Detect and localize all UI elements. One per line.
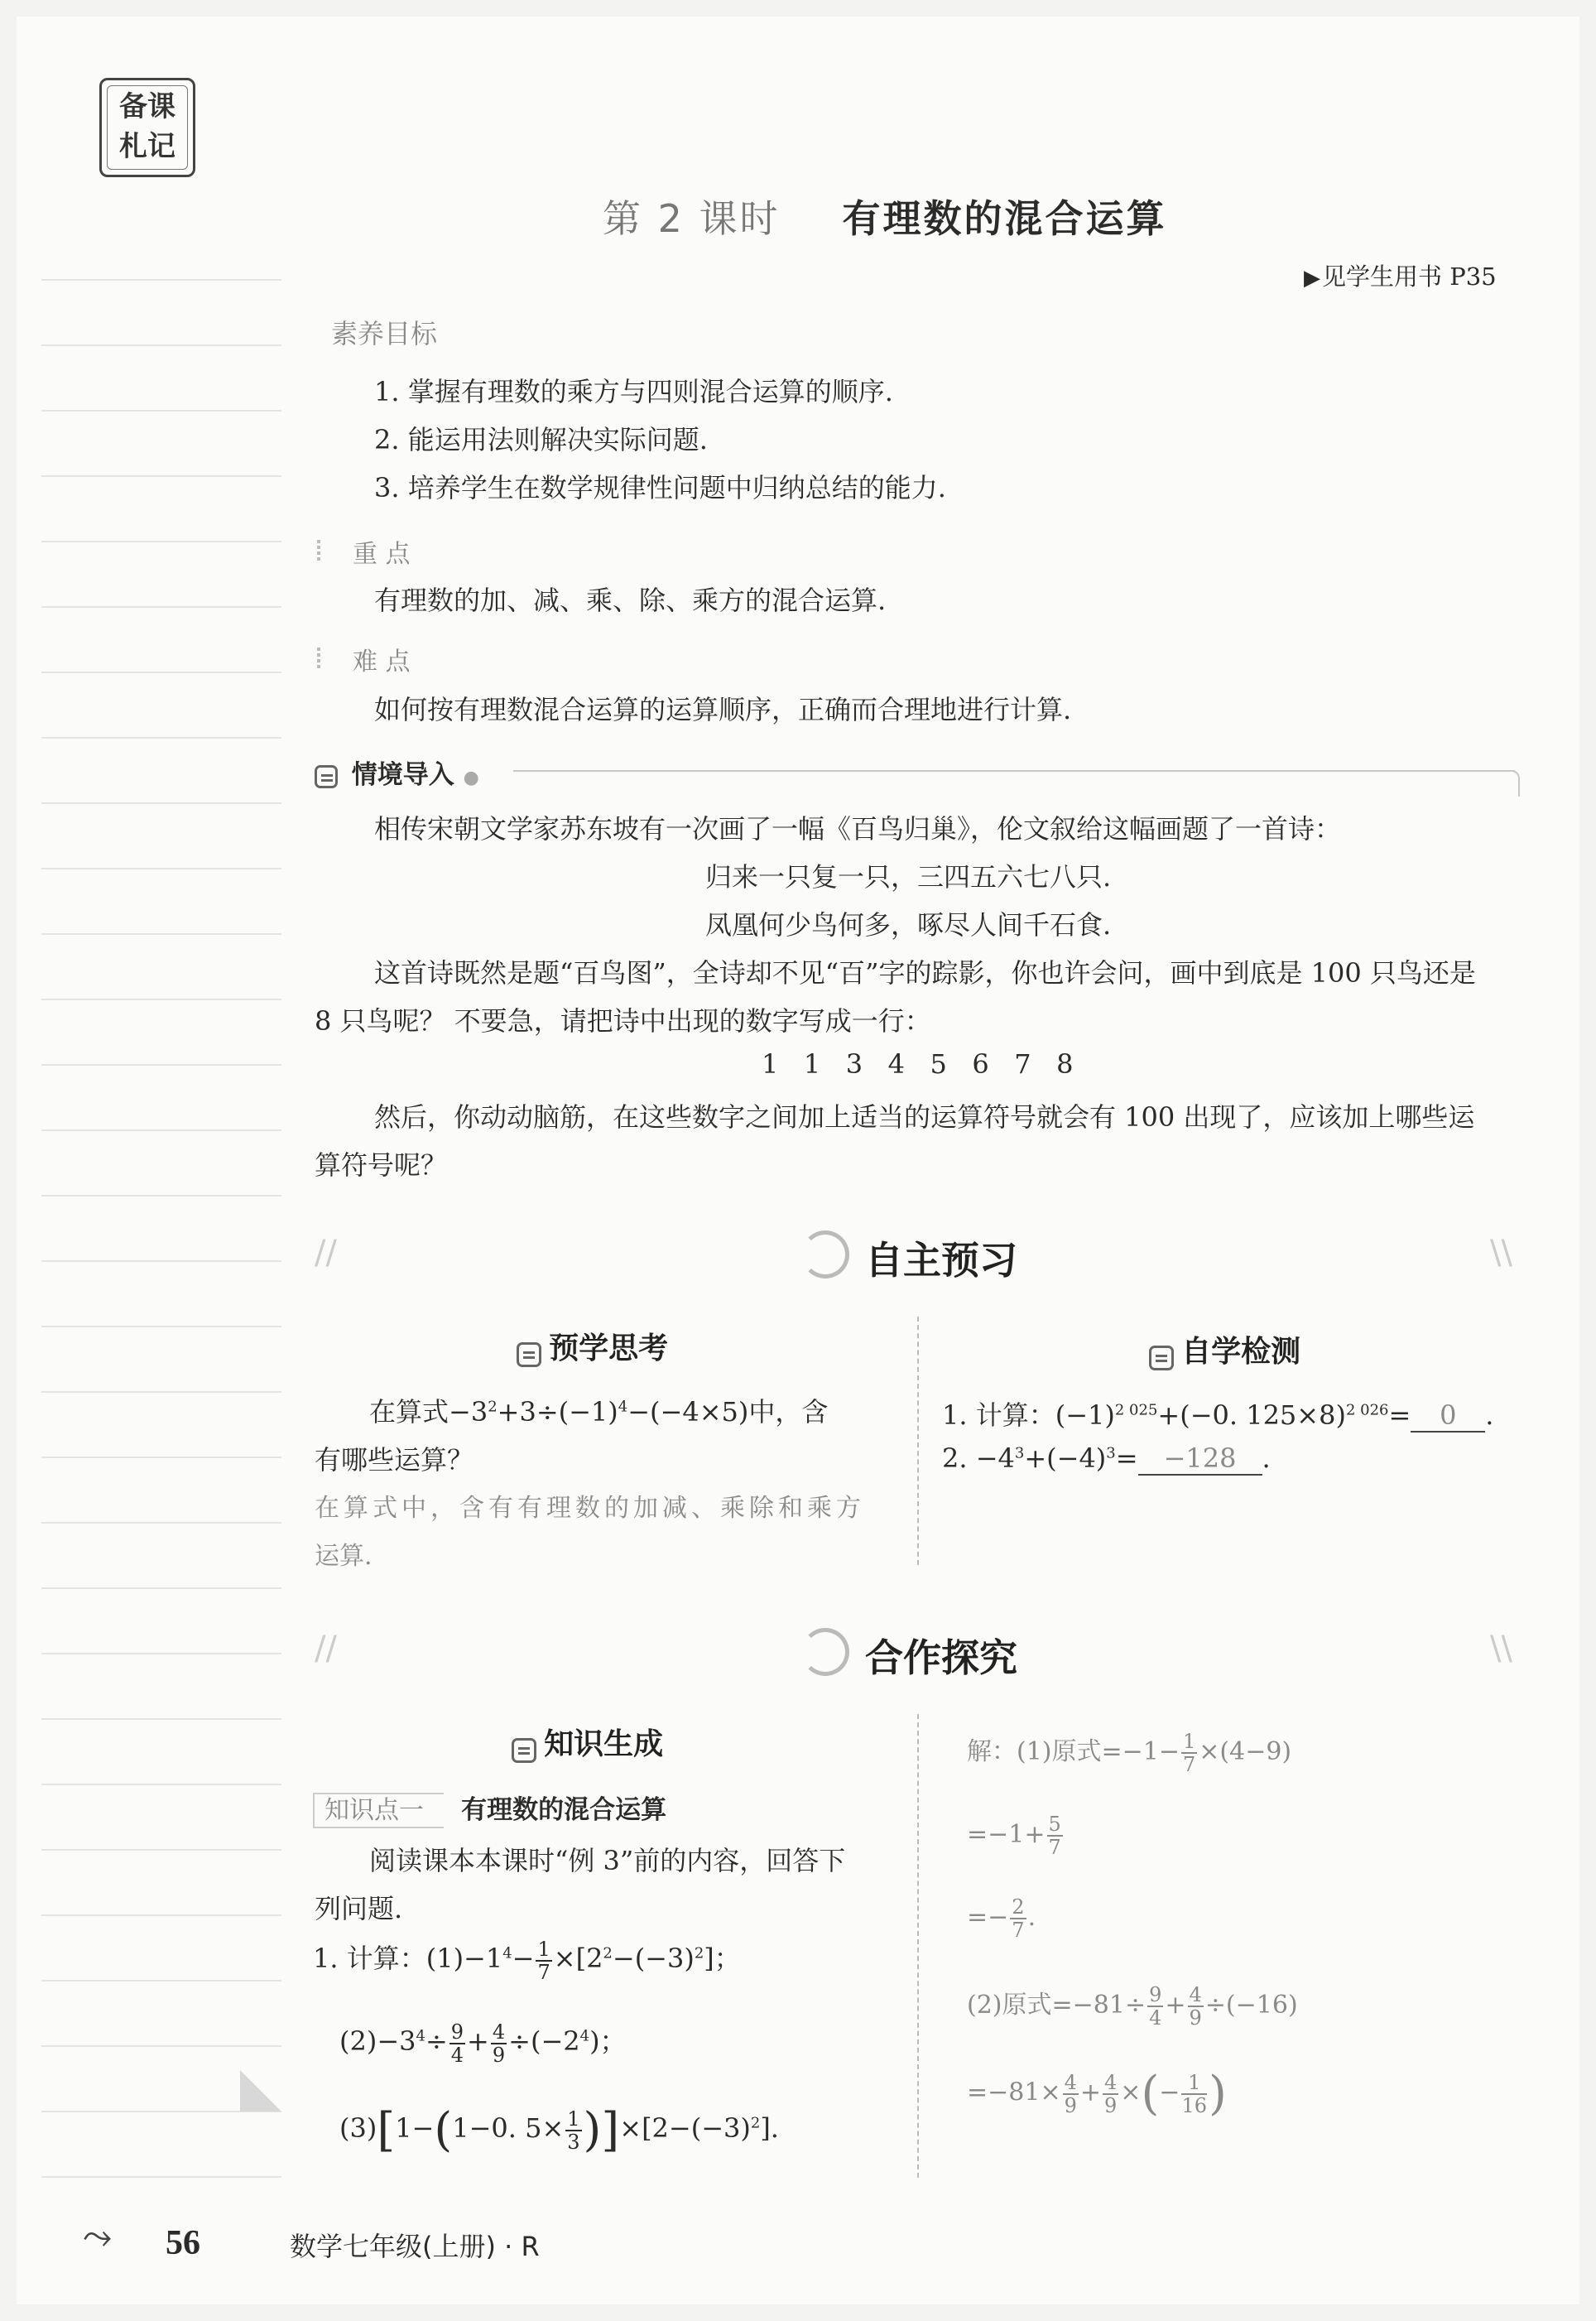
- expression: ÷(−16): [1204, 1991, 1298, 2020]
- objective-item: 2. 能运用法则解决实际问题.: [374, 424, 708, 455]
- fraction: $\frac{5}{7}$: [1048, 1813, 1061, 1859]
- expression: $\times[2^2-(-3)^2]$；: [553, 1943, 741, 1974]
- expression: 1−: [395, 2112, 435, 2144]
- book-icon: [512, 1738, 536, 1763]
- fraction: $\frac{1}{7}$: [1183, 1730, 1196, 1776]
- keypoint-marker: [317, 540, 320, 561]
- fraction: $\frac{1}{7}$: [537, 1937, 550, 1984]
- objectives-label: 素养目标: [331, 318, 438, 349]
- expression: $-3^2+3\div(-1)^4-(-4\times 5)$: [449, 1396, 749, 1428]
- knowledge-point-title: 有理数的混合运算: [461, 1795, 667, 1825]
- slash-decoration: //: [315, 1234, 337, 1272]
- objective-item: 3. 培养学生在数学规律性问题中归纳总结的能力.: [374, 472, 946, 503]
- solution-label: (2)原式: [967, 1991, 1052, 2020]
- slash-decoration: //: [315, 1630, 337, 1668]
- part-label: (3): [339, 2112, 377, 2144]
- check-icon: [1149, 1346, 1174, 1370]
- intro-paragraph: 算符号呢？: [315, 1149, 448, 1181]
- intro-paragraph: 相传宋朝文学家苏东坡有一次画了一幅《百鸟归巢》，伦文叙给这幅画题了一首诗：: [374, 813, 1342, 845]
- column-divider: [917, 1714, 919, 2178]
- corner-arrow-icon: ⤳: [83, 2215, 113, 2257]
- knowledge-point-tag: 知识点一: [313, 1793, 444, 1828]
- number-row: 1 1 3 4 5 6 7 8: [762, 1048, 1074, 1080]
- fraction: $\frac{2}{7}$: [1012, 1895, 1025, 1942]
- fraction: $\frac{4}{9}$: [1104, 2070, 1118, 2117]
- expression: +: [467, 2025, 489, 2057]
- intro-paragraph: 8 只鸟呢？ 不要急，请把诗中出现的数字写成一行：: [315, 1005, 931, 1037]
- expression: $\div(-2^4)$；: [508, 2025, 627, 2057]
- question-text: 在算式: [369, 1396, 449, 1428]
- intro-paragraph: 这首诗既然是题“百鸟图”，全诗却不见“百”字的踪影，你也许会问，画中到底是 100 只鸟还是: [374, 957, 1476, 989]
- column-divider: [917, 1317, 919, 1565]
- expression: $\times[2-(-3)^2]$.: [619, 2112, 779, 2144]
- expression: $-3^4\div$: [377, 2025, 448, 2057]
- slash-decoration: \\: [1490, 1234, 1512, 1272]
- expression: =−1−: [1101, 1737, 1180, 1766]
- fraction: $\frac{9}{4}$: [1149, 1983, 1162, 2030]
- expression: 1−0. 5×: [452, 2112, 565, 2144]
- expression: =−81×: [967, 2078, 1061, 2107]
- question-text: 中，含: [748, 1396, 829, 1428]
- poem-line: 归来一只复一只，三四五六七八只.: [705, 861, 1112, 893]
- expression: $(-1)^{2 025}+(-0$. 125×8)$^{2 026}$=: [1055, 1399, 1411, 1431]
- lesson-title: 有理数的混合运算: [842, 196, 1167, 241]
- selfcheck-question: 1. 计算：$(-1)^{2 025}+(-0$. 125×8)$^{2 026}$= 0 .: [942, 1399, 1494, 1431]
- section-icon: [801, 1230, 849, 1278]
- preview-heading: [517, 1325, 668, 1367]
- fraction: $\frac{1}{3}$: [567, 2107, 580, 2154]
- preview-question: 有哪些运算？: [315, 1444, 474, 1476]
- difficulty-marker: [317, 648, 320, 669]
- solution-label: 解：(1)原式: [967, 1737, 1102, 1766]
- keypoint-text: 有理数的加、减、乘、除、乘方的混合运算.: [374, 585, 887, 616]
- question-text: 1. 计算：: [942, 1399, 1055, 1431]
- expression: −: [1159, 2078, 1180, 2107]
- solution-step: [967, 2067, 1227, 2121]
- note-margin-lines: [41, 215, 281, 2203]
- page: [17, 17, 1579, 2304]
- expression: +: [1165, 1991, 1186, 2020]
- book-title: 数学七年级(上册) · R: [290, 2231, 540, 2262]
- exercise-1: [313, 1938, 741, 1983]
- intro-paragraph: 然后，你动动脑筋，在这些数字之间加上适当的运算符号就会有 100 出现了，应该加上哪些运: [374, 1101, 1475, 1133]
- expression: =−: [967, 1903, 1009, 1932]
- preview-question: [369, 1391, 828, 1429]
- difficulty-text: 如何按有理数混合运算的运算顺序，正确而合理地进行计算.: [374, 694, 1072, 725]
- knowledge-point: [313, 1789, 666, 1826]
- expression: ×: [1120, 2078, 1142, 2107]
- answer-blank: 0: [1411, 1399, 1485, 1433]
- knowledge-title: 知识生成: [544, 1727, 664, 1761]
- answer-blank: −128: [1138, 1442, 1262, 1476]
- solution-step: [967, 1813, 1065, 1858]
- question-text: 2.: [942, 1442, 976, 1474]
- reading-instruction: 列问题.: [315, 1893, 403, 1924]
- slash-decoration: \\: [1490, 1630, 1512, 1668]
- expression: $-1^4-$: [464, 1943, 535, 1974]
- selfcheck-title: 自学检测: [1181, 1335, 1301, 1369]
- fraction: $\frac{4}{9}$: [492, 2020, 506, 2067]
- fraction: $\frac{1}{16}$: [1181, 2070, 1207, 2117]
- expression: ×(4−9): [1199, 1737, 1292, 1766]
- intro-label: 情境导入: [351, 760, 454, 790]
- preview-title: 预学思考: [549, 1331, 669, 1365]
- corner-decoration: [240, 2070, 281, 2112]
- page-number: 56: [166, 2224, 200, 2262]
- exercise-1-part-2: [339, 2020, 627, 2066]
- reading-instruction: 阅读课本本课时“例 3”前的内容，回答下: [369, 1845, 846, 1876]
- expression: +: [1079, 2078, 1102, 2107]
- section-title: 自主预习: [865, 1238, 1017, 1283]
- expression: (: [1141, 2067, 1160, 2121]
- exercise-1-part-3: [339, 2103, 779, 2157]
- preview-answer: 在算式中，含有有理数的加减、乘除和乘方: [315, 1494, 865, 1523]
- fraction: $\frac{4}{9}$: [1189, 1983, 1202, 2030]
- selfcheck-heading: [1149, 1328, 1300, 1370]
- expression: =−81÷: [1051, 1991, 1147, 2020]
- keypoint-label: 重 点: [353, 540, 411, 569]
- part-label: (2): [339, 2025, 377, 2057]
- solution-step: [967, 1984, 1298, 2029]
- lesson-number: 第 2 课时: [603, 196, 781, 241]
- intro-divider: [513, 770, 1515, 772]
- section-title: 合作探究: [865, 1635, 1017, 1680]
- dialog-icon: [315, 765, 338, 788]
- solution-step: [967, 1731, 1291, 1775]
- preview-answer: 运算.: [315, 1542, 373, 1571]
- intro-heading: [315, 754, 479, 791]
- fraction: $\frac{9}{4}$: [450, 2020, 464, 2067]
- part-label: (1): [425, 1943, 464, 1974]
- expression: =−1+: [967, 1820, 1046, 1849]
- selfcheck-question: 2. $-4^3+(-4)^3= -128$ .: [942, 1442, 1271, 1474]
- expression: [: [377, 2103, 396, 2157]
- question-label: 1. 计算：: [313, 1943, 426, 1974]
- poem-line: 凤凰何少鸟何多，啄尽人间千石食.: [705, 909, 1112, 941]
- expression: (: [434, 2103, 453, 2157]
- fraction: $\frac{4}{9}$: [1064, 2070, 1077, 2117]
- expression: ): [1208, 2067, 1227, 2121]
- notes-stamp: [99, 78, 195, 177]
- section-icon: [801, 1628, 849, 1676]
- expression: )]: [583, 2103, 620, 2157]
- objective-item: 1. 掌握有理数的乘方与四则混合运算的顺序.: [374, 376, 893, 407]
- page-title: [603, 189, 1167, 243]
- dot-icon: ●: [463, 768, 479, 788]
- book-reference: ▶ 见学生用书 P35: [1304, 258, 1497, 292]
- stamp-line: 札记: [119, 130, 175, 163]
- knowledge-heading: [512, 1721, 663, 1763]
- expression: .: [1027, 1903, 1036, 1932]
- difficulty-label: 难 点: [353, 648, 411, 677]
- book-icon: [517, 1342, 541, 1367]
- solution-step: [967, 1896, 1036, 1941]
- divider-end: [1512, 770, 1520, 797]
- expression: $-4^3+(-4)^3=$: [975, 1442, 1138, 1474]
- stamp-line: 备课: [119, 90, 175, 123]
